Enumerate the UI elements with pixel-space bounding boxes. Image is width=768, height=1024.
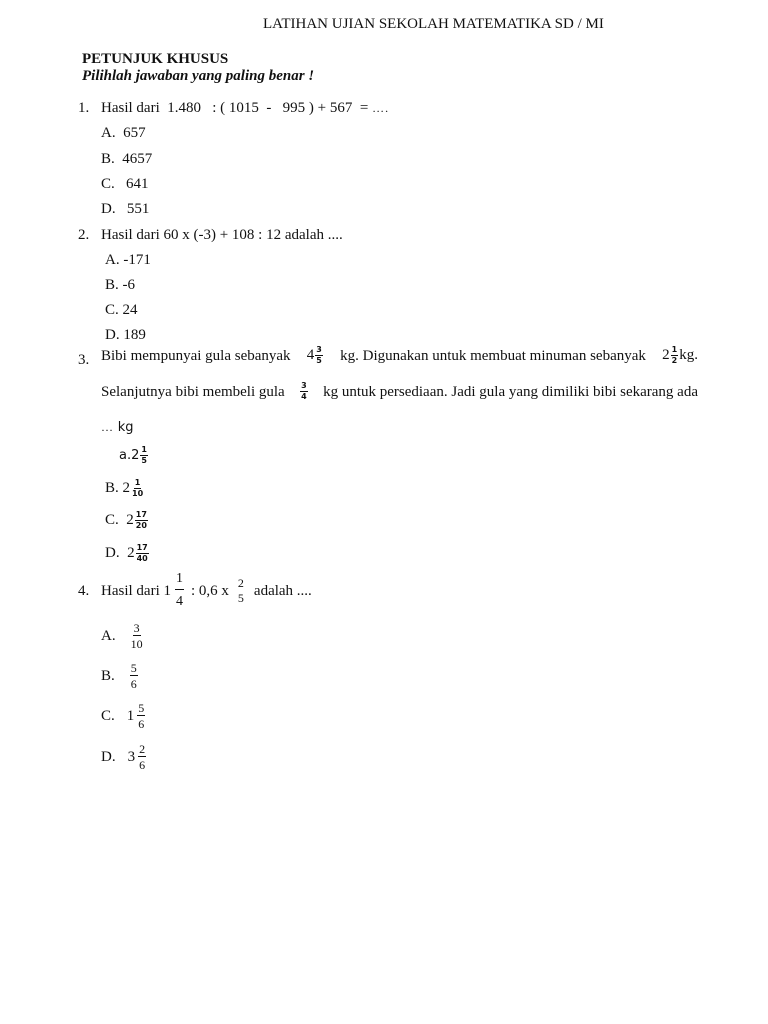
fraction-denominator: 40 (136, 554, 148, 564)
question-4-fraction-2 (237, 577, 245, 604)
fraction-whole: 1 (126, 708, 135, 724)
fraction-denominator: 6 (139, 758, 146, 772)
question-3-option-a[interactable] (119, 446, 149, 465)
fraction-numerator: 1 (134, 478, 141, 488)
question-3-line-2 (101, 382, 698, 401)
question-4-number: 4. (78, 583, 90, 599)
instructions-title: PETUNJUK KHUSUS (82, 51, 229, 67)
fraction (671, 346, 679, 365)
question-3-mixed-fraction-1 (307, 346, 324, 365)
question-4-pre: Hasil dari 1 (101, 582, 171, 599)
question-1-stem: Hasil dari 1.480 : ( 1015 - 995 ) + 567 = (101, 100, 369, 116)
option-label: D. (105, 545, 120, 561)
question-3-line-1 (101, 346, 698, 365)
question-4-option-a[interactable] (101, 622, 145, 650)
question-4-post: adalah .... (253, 582, 312, 599)
option-label: D. (101, 749, 116, 765)
fraction-numerator: 3 (133, 621, 140, 635)
question-3-blank: … (101, 420, 114, 434)
fraction-numerator: 1 (175, 572, 184, 590)
option-label: C. (101, 708, 115, 724)
fraction (140, 446, 148, 465)
question-1-option-a[interactable]: A. 657 (101, 125, 146, 141)
fraction-whole: 2 (126, 512, 134, 528)
fraction (136, 544, 149, 563)
fraction (315, 346, 323, 365)
fraction-denominator: 5 (237, 591, 244, 605)
question-3-mixed-fraction-2 (662, 346, 698, 365)
question-1-option-d[interactable]: D. 551 (101, 201, 150, 217)
fraction-numerator: 2 (139, 742, 146, 756)
question-4-fraction-1 (175, 572, 184, 609)
fraction-denominator: 10 (132, 489, 144, 499)
question-3-line-2-post: kg untuk persediaan. Jadi gula yang dimiliki bibi sekarang ada (323, 383, 698, 400)
fraction-denominator: 5 (316, 356, 322, 366)
fraction-whole: 3 (127, 749, 136, 765)
fraction (137, 702, 145, 730)
fraction-denominator: 2 (671, 356, 678, 366)
question-1-option-b[interactable]: B. 4657 (101, 151, 153, 167)
question-2-option-c[interactable]: C. 24 (105, 302, 138, 318)
fraction-numerator: 3 (316, 345, 322, 355)
option-label: C. (105, 512, 119, 528)
option-label: B. (105, 480, 119, 496)
fraction-numerator: 5 (130, 661, 137, 675)
question-4-option-d[interactable] (101, 743, 147, 771)
fraction-denominator: 6 (138, 717, 145, 731)
fraction-numerator: 5 (138, 701, 145, 715)
question-2-number: 2. (78, 227, 90, 243)
question-3-fraction-3 (300, 382, 308, 401)
fraction (138, 743, 146, 771)
question-3-option-c[interactable] (105, 511, 149, 530)
page-header: LATIHAN UJIAN SEKOLAH MATEMATIKA SD / MI (263, 16, 604, 32)
fraction-numerator: 3 (301, 381, 307, 390)
question-3-line-3 (101, 418, 134, 437)
fraction-whole: 2 (662, 347, 670, 363)
fraction-denominator: 10 (130, 637, 143, 651)
option-label: B. (101, 668, 115, 684)
fraction-denominator: 4 (175, 594, 183, 609)
fraction-numerator: 2 (237, 576, 244, 590)
fraction-numerator: 17 (135, 510, 147, 520)
fraction (135, 511, 148, 530)
question-4-mid: : 0,6 x (190, 582, 229, 599)
question-3-line-1-post: kg. (679, 347, 698, 363)
fraction-denominator: 20 (135, 521, 147, 531)
option-label: a. (119, 448, 132, 463)
fraction-whole: 2 (127, 545, 135, 561)
question-2-option-d[interactable]: D. 189 (105, 327, 146, 343)
fraction-numerator: 1 (141, 445, 147, 455)
fraction-numerator: 1 (671, 345, 678, 355)
fraction-whole: 4 (306, 347, 315, 363)
fraction (131, 479, 144, 498)
fraction (130, 622, 144, 650)
option-label: A. (101, 628, 116, 644)
question-2-option-a[interactable]: A. -171 (105, 252, 151, 268)
fraction-denominator: 5 (141, 456, 147, 466)
fraction-whole: 2 (131, 448, 140, 463)
question-3-line-1-mid: kg. Digunakan untuk membuat minuman sebanyak (340, 347, 646, 364)
question-1-number: 1. (78, 100, 90, 116)
question-3-option-b[interactable] (105, 479, 145, 498)
question-3-line-1-pre: Bibi mempunyai gula sebanyak (101, 347, 291, 364)
fraction-whole: 2 (122, 480, 131, 496)
question-3-unit: kg (117, 420, 134, 435)
fraction-denominator: 6 (130, 677, 137, 691)
question-4-text (101, 572, 312, 609)
fraction (130, 662, 138, 690)
question-4-option-b[interactable] (101, 662, 139, 690)
question-2-text: Hasil dari 60 x (-3) + 108 : 12 adalah .... (101, 227, 343, 243)
question-1-option-c[interactable]: C. 641 (101, 176, 149, 192)
question-3-line-2-pre: Selanjutnya bibi membeli gula (101, 383, 285, 400)
question-1-blank: …. (372, 101, 390, 115)
fraction-denominator: 4 (301, 392, 307, 401)
question-2-option-b[interactable]: B. -6 (105, 277, 135, 293)
question-4-option-c[interactable] (101, 702, 146, 730)
instructions-subtitle: Pilihlah jawaban yang paling benar ! (82, 68, 315, 84)
question-1-text (101, 99, 389, 117)
question-3-number: 3. (78, 352, 90, 368)
question-3-option-d[interactable] (105, 544, 150, 563)
fraction-numerator: 17 (136, 543, 148, 553)
